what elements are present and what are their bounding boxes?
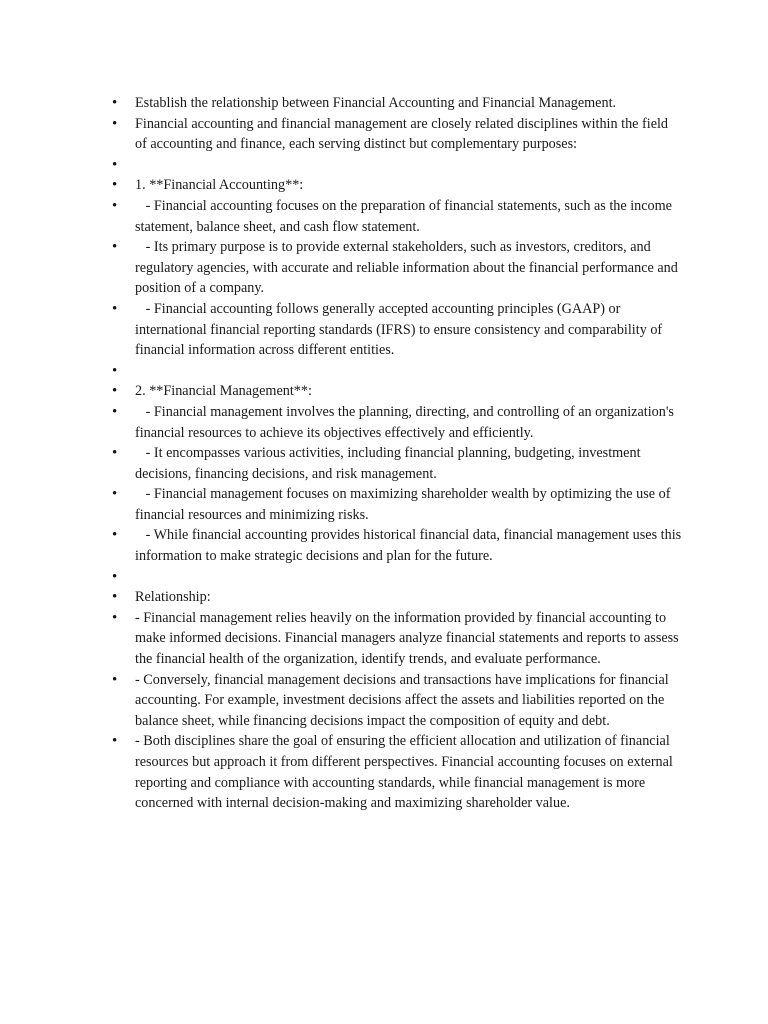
list-item: • - Financial accounting follows generally accepted accounting principles (GAAP) or international financial reporting standards (IFRS) to ensure consistency and comparability of financial information across different entities.	[112, 299, 682, 361]
list-item: • - Financial management focuses on maximizing shareholder wealth by optimizing the use of financial resources and minimizing risks.	[112, 484, 682, 525]
list-item: • Relationship:	[112, 587, 682, 608]
list-item: • - Its primary purpose is to provide external stakeholders, such as investors, creditors, and regulatory agencies, with accurate and reliable information about the financial performance and position of a company.	[112, 237, 682, 299]
list-item: • - Conversely, financial management decisions and transactions have implications for financial accounting. For example, investment decisions affect the assets and liabilities reported on the balance sheet, while financing decisions impact the composition of equity and debt.	[112, 670, 682, 732]
bullet-list	[112, 93, 685, 814]
list-item	[112, 567, 682, 588]
list-item: • Financial accounting and financial management are closely related disciplines within the field of accounting and finance, each serving distinct but complementary purposes:	[112, 114, 682, 155]
list-item: • - It encompasses various activities, including financial planning, budgeting, investment decisions, financing decisions, and risk management.	[112, 443, 682, 484]
list-item: • 2. **Financial Management**:	[112, 381, 682, 402]
list-item: • - Financial accounting focuses on the preparation of financial statements, such as the income statement, balance sheet, and cash flow statement.	[112, 196, 682, 237]
list-item: • - Financial management involves the planning, directing, and controlling of an organization's financial resources to achieve its objectives effectively and efficiently.	[112, 402, 682, 443]
list-item	[112, 361, 682, 382]
list-item: • 1. **Financial Accounting**:	[112, 175, 682, 196]
list-item	[112, 155, 682, 176]
list-item: • - Both disciplines share the goal of ensuring the efficient allocation and utilization of financial resources but approach it from different perspectives. Financial accounting focuses on external reporting and compliance with accounting standards, while financial management is more concerned with internal decision-making and maximizing shareholder value.	[112, 731, 682, 813]
list-item: • - Financial management relies heavily on the information provided by financial accounting to make informed decisions. Financial managers analyze financial statements and reports to assess the financial health of the organization, identify trends, and evaluate performance.	[112, 608, 682, 670]
list-item: • Establish the relationship between Financial Accounting and Financial Management.	[112, 93, 682, 114]
list-item: • - While financial accounting provides historical financial data, financial management uses this information to make strategic decisions and plan for the future.	[112, 525, 682, 566]
